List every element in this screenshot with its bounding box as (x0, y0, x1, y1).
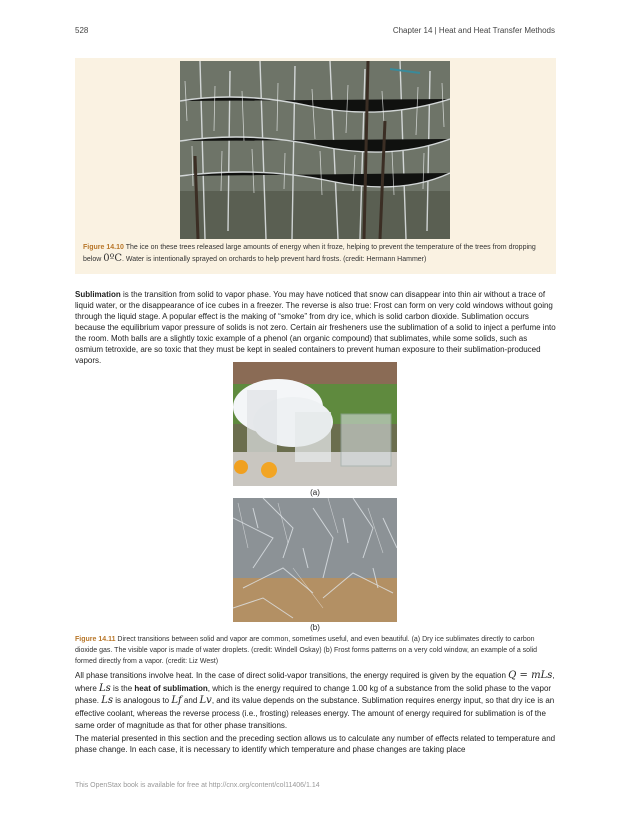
caption-text: . Water is intentionally sprayed on orchards to help prevent hard frosts. (credit: Hermann Hammer) (121, 256, 427, 263)
symbol-lv: Lv (199, 695, 212, 706)
symbol-ls: Ls (101, 695, 114, 706)
paragraph-text: , and its value depends on the substance. Sublimation requires energy input, so that dry ice is an effective coolant, whereas the reverse process (i.e., frosting) releases energy. The amount of energy required for sublimation is of the same order of magnitude as that for other phase transitions. (75, 696, 555, 730)
caption-text: Direct transitions between solid and vapor are common, sometimes useful, and even beautiful. (a) Dry ice sublimates directly to carbon dioxide gas. The visible vapor is made of water droplets. (credit: Windell Oskay) (b) Frost forms patterns on a very cold window, an example of a solid formed directly from a vapor. (credit: Liz West) (75, 636, 538, 665)
paragraph-text: is the (113, 683, 133, 693)
footer-note: This OpenStax book is available for free at http://cnx.org/content/col11406/1.14 (75, 782, 320, 789)
paragraph-text: is the transition from solid to vapor phase. You may have noticed that snow can disappear into thin air without a trace of liquid water, or the disappearance of ice cubes in a freezer. The reverse is also true: Frost can form on very cold windows without going through the liquid stage. A popular effect is the making of “smoke” from dry ice, which is solid carbon dioxide. Sublimation occurs because the equilibrium vapor pressure of solids is not zero. Certain air fresheners use the sublimation of a solid to inject a perfume into the room. Moth balls are a slightly toxic example of a phenol (an organic compound) that sublimates, while some solids, such as osmium tetroxide, are so toxic that they must be kept in sealed containers to prevent human exposure to their sublimation-produced vapors. (75, 290, 556, 365)
term-heat-of-sublimation: heat of sublimation (134, 683, 208, 693)
running-head: Chapter 14 | Heat and Heat Transfer Methods (392, 26, 555, 35)
material-paragraph: The material presented in this section and the preceding section allows us to calculate any number of effects related to temperature and phase change. In each case, it is necessary to identify which temperature and phase changes are taking place (75, 734, 556, 754)
paragraph-text: , which is the energy required to change 1.00 kg of a substance from the solid phase to the vapor phase. (75, 683, 552, 705)
figure-14-10-caption (83, 242, 549, 265)
paragraph-text: All phase transitions involve heat. In the case of direct solid-vapor transitions, the energy required is given by the equation (75, 671, 506, 680)
caption-text: The ice on these trees released large amounts of energy when it froze, helping to prevent the temperature of the trees from dropping below (83, 244, 536, 263)
page-number: 528 (75, 26, 89, 35)
figure-14-11-caption (75, 634, 555, 667)
subfigure-label-b: (b) (310, 623, 320, 632)
icy-trees-photo (180, 61, 450, 239)
paragraph-text: , where (75, 671, 555, 693)
equation-q-mls: Q = mLs (508, 670, 553, 681)
heat-of-sublimation-paragraph (75, 670, 557, 733)
paragraph-text: is analogous to (115, 696, 170, 705)
dry-ice-photo (233, 362, 397, 486)
subfigure-label-a: (a) (310, 488, 320, 497)
symbol-lf: Lf (171, 695, 182, 706)
paragraph-text: and (183, 696, 198, 705)
term-sublimation: Sublimation (75, 290, 121, 299)
figure-label: Figure 14.10 (83, 244, 124, 251)
figure-14-10 (75, 58, 556, 274)
frost-window-photo (233, 498, 397, 622)
temperature-math: 0ºC (103, 253, 122, 264)
figure-label: Figure 14.11 (75, 636, 116, 643)
symbol-ls: Ls (99, 682, 111, 694)
sublimation-paragraph (75, 289, 557, 366)
